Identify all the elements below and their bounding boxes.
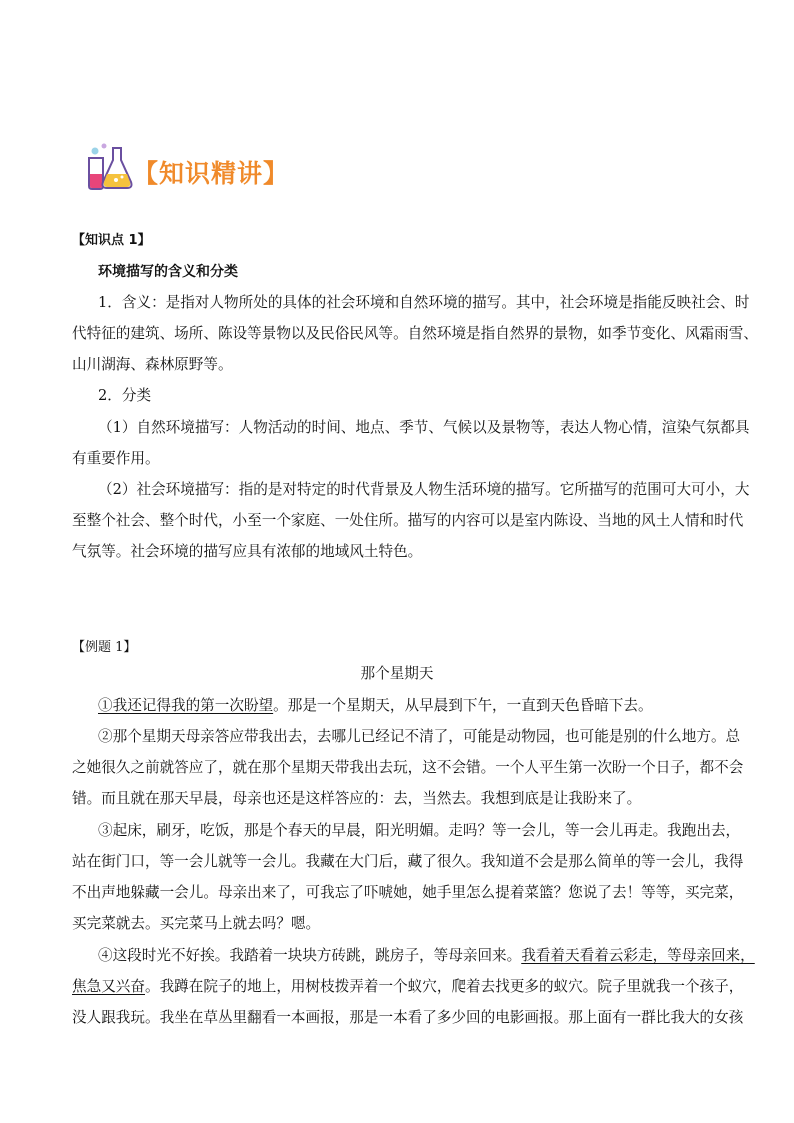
- text-line: 有重要作用。: [72, 450, 160, 467]
- underlined-text: ①我还记得我的第一次盼望: [98, 697, 274, 714]
- text-line: 1．含义：是指对人物所处的具体的社会环境和自然环境的描写。其中，社会环境是指能反映社会、时: [98, 294, 750, 311]
- example-label: 【例题 1】: [72, 640, 137, 655]
- paragraph-4-line-2: [72, 977, 743, 997]
- text-span: ④这段时光不好挨。我踏着一块块方砖跳，跳房子，等母亲回来。: [98, 947, 522, 964]
- text-line: 站在街门口，等一会儿就等一会儿。我藏在大门后，藏了很久。我知道不会是那么简单的等一会儿，我得: [72, 853, 744, 870]
- flask-icon: [85, 142, 137, 190]
- text-line: 之她很久之前就答应了，就在那个星期天带我出去玩，这不会错。一个人平生第一次盼一个日子，都不会: [72, 759, 744, 776]
- text-line: 至整个社会、整个时代，小至一个家庭、一处住所。描写的内容可以是室内陈设、当地的风土人情和时代: [72, 512, 744, 529]
- text-line: 买完菜就去。买完菜马上就去吗？嗯。: [72, 915, 321, 932]
- text-line: （1）自然环境描写：人物活动的时间、地点、季节、气候以及景物等，表达人物心情，渲染气氛都具: [98, 419, 750, 436]
- text-line: 山川湖海、森林原野等。: [72, 356, 233, 373]
- underlined-text: 焦急又兴奋: [72, 978, 145, 995]
- text-line: ②那个星期天母亲答应带我出去，去哪儿已经记不清了，可能是动物园，也可能是别的什么地方。总: [98, 728, 741, 745]
- text-span: 。那是一个星期天，从早晨到下午，一直到天色昏暗下去。: [273, 697, 653, 714]
- story-title: 那个星期天: [360, 665, 434, 682]
- text-span: 。我蹲在院子的地上，用树枝拨弄着一个蚁穴，爬着去找更多的蚁穴。院子里就我一个孩子，: [144, 978, 744, 995]
- text-line: 代特征的建筑、场所、陈设等景物以及民俗民风等。自然环境是指自然界的景物，如季节变化、风霜雨雪、: [72, 325, 758, 342]
- underlined-text: 我看着天看着云彩走，等母亲回来，: [521, 947, 755, 964]
- text-line: ③起床，刷牙，吃饭，那是个春天的早晨，阳光明媚。走吗？等一会儿，等一会儿再走。我跑出去，: [98, 822, 741, 839]
- text-line: 没人跟我玩。我坐在草丛里翻看一本画报，那是一本看了多少回的电影画报。那上面有一群比我大的女孩: [72, 1009, 744, 1026]
- paragraph-4-line-1: [98, 946, 755, 966]
- text-line: 2．分类: [98, 387, 152, 404]
- knowledge-point-title: 环境描写的含义和分类: [98, 264, 238, 280]
- text-line: 不出声地躲藏一会儿。母亲出来了，可我忘了吓唬她，她手里怎么提着菜篮？您说了去！等等，买完菜，: [72, 884, 744, 901]
- text-line: （2）社会环境描写：指的是对特定的时代背景及人物生活环境的描写。它所描写的范围可大可小，大: [98, 481, 750, 498]
- text-line: 气氛等。社会环境的描写应具有浓郁的地域风土特色。: [72, 543, 423, 560]
- text-line: 错。而且就在那天早晨，母亲也还是这样答应的：去，当然去。我想到底是让我盼来了。: [72, 790, 642, 807]
- section-title: 【知识精讲】: [133, 159, 290, 188]
- knowledge-point-label: 【知识点 1】: [72, 233, 151, 248]
- paragraph-1: [98, 696, 653, 716]
